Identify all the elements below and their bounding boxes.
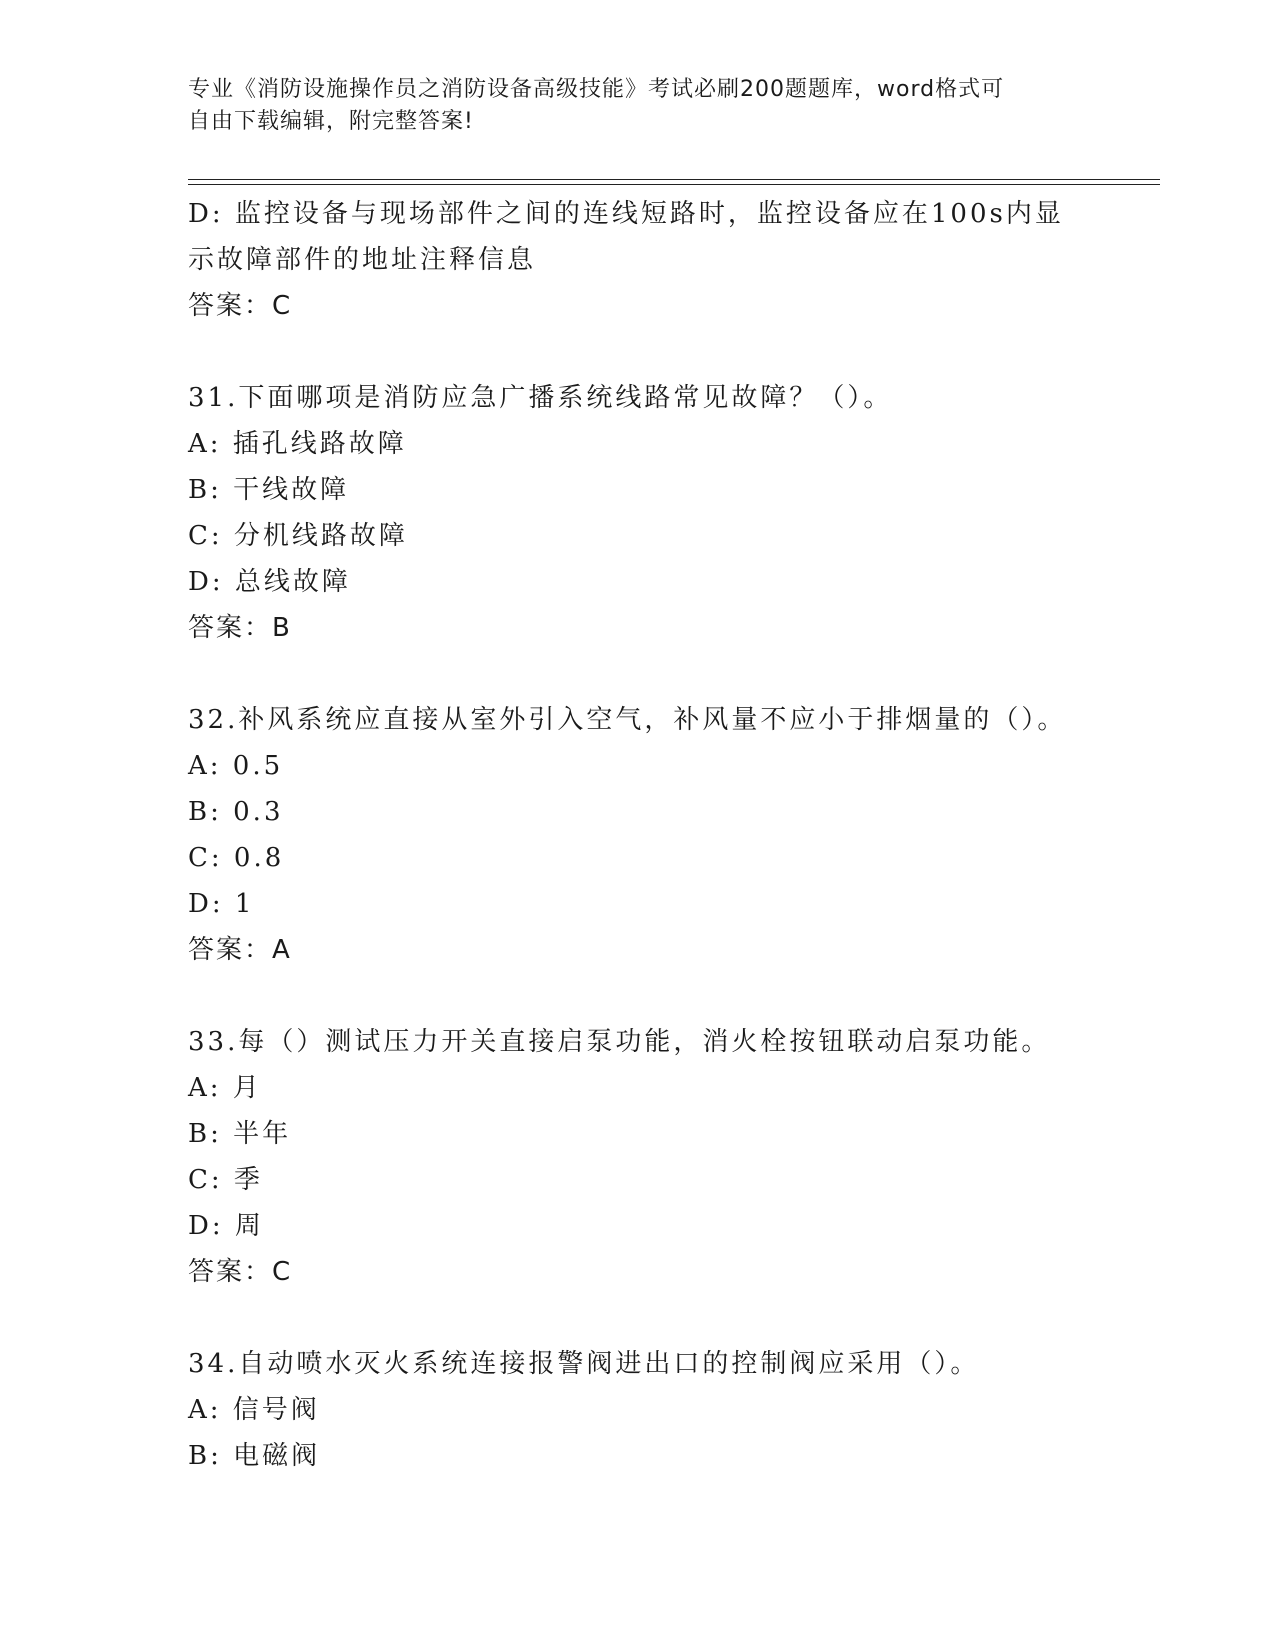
option-a: A: 月 — [188, 1073, 262, 1103]
answer: 答案：A — [188, 935, 292, 965]
answer: 答案：B — [188, 613, 292, 643]
header-divider-top — [188, 179, 1160, 180]
option-b: B: 干线故障 — [188, 475, 350, 505]
question-stem: 31.下面哪项是消防应急广播系统线路常见故障？（）。 — [188, 383, 893, 413]
question-33 — [188, 1019, 1128, 1295]
option-d: D: 周 — [188, 1211, 264, 1241]
option-c: C: 分机线路故障 — [188, 521, 408, 551]
option-d: D: 总线故障 — [188, 567, 351, 597]
option-d-line-2: 示故障部件的地址注释信息 — [188, 245, 537, 275]
answer: 答案：C — [188, 1257, 293, 1287]
question-content — [188, 191, 1128, 1479]
option-b: B: 0.3 — [188, 797, 284, 827]
option-c: C: 季 — [188, 1165, 263, 1195]
answer: 答案：C — [188, 291, 293, 321]
option-d: D: 1 — [188, 889, 255, 919]
header-line-2: 自由下载编辑，附完整答案! — [188, 109, 474, 134]
option-a: A: 信号阀 — [188, 1395, 320, 1425]
option-a: A: 0.5 — [188, 751, 284, 781]
option-a: A: 插孔线路故障 — [188, 429, 407, 459]
option-c: C: 0.8 — [188, 843, 285, 873]
question-31 — [188, 375, 1128, 651]
question-stem: 33.每（）测试压力开关直接启泵功能，消火栓按钮联动启泵功能。 — [188, 1027, 1051, 1057]
question-34 — [188, 1341, 1128, 1479]
previous-question-continuation — [188, 191, 1128, 329]
option-b: B: 半年 — [188, 1119, 292, 1149]
option-b: B: 电磁阀 — [188, 1441, 321, 1471]
document-header — [188, 74, 1068, 138]
header-line-1: 专业《消防设施操作员之消防设备高级技能》考试必刷200题题库，word格式可 — [188, 77, 1005, 102]
option-d-line-1: D: 监控设备与现场部件之间的连线短路时，监控设备应在100s内显 — [188, 199, 1064, 229]
question-stem: 32.补风系统应直接从室外引入空气，补风量不应小于排烟量的（）。 — [188, 705, 1067, 735]
question-stem: 34.自动喷水灭火系统连接报警阀进出口的控制阀应采用（）。 — [188, 1349, 980, 1379]
header-divider-bottom — [188, 184, 1160, 185]
question-32 — [188, 697, 1128, 973]
